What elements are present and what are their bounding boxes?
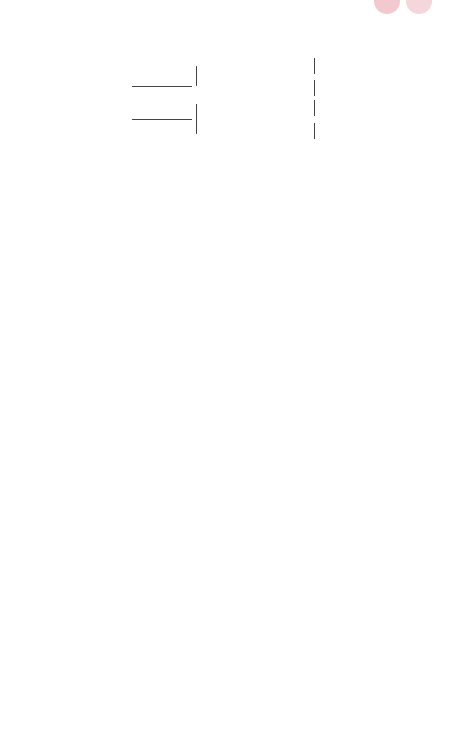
total-row [0,712,449,723]
close-icon[interactable] [374,0,400,14]
refresh-icon[interactable] [406,0,432,14]
der-perf-row [0,701,449,712]
